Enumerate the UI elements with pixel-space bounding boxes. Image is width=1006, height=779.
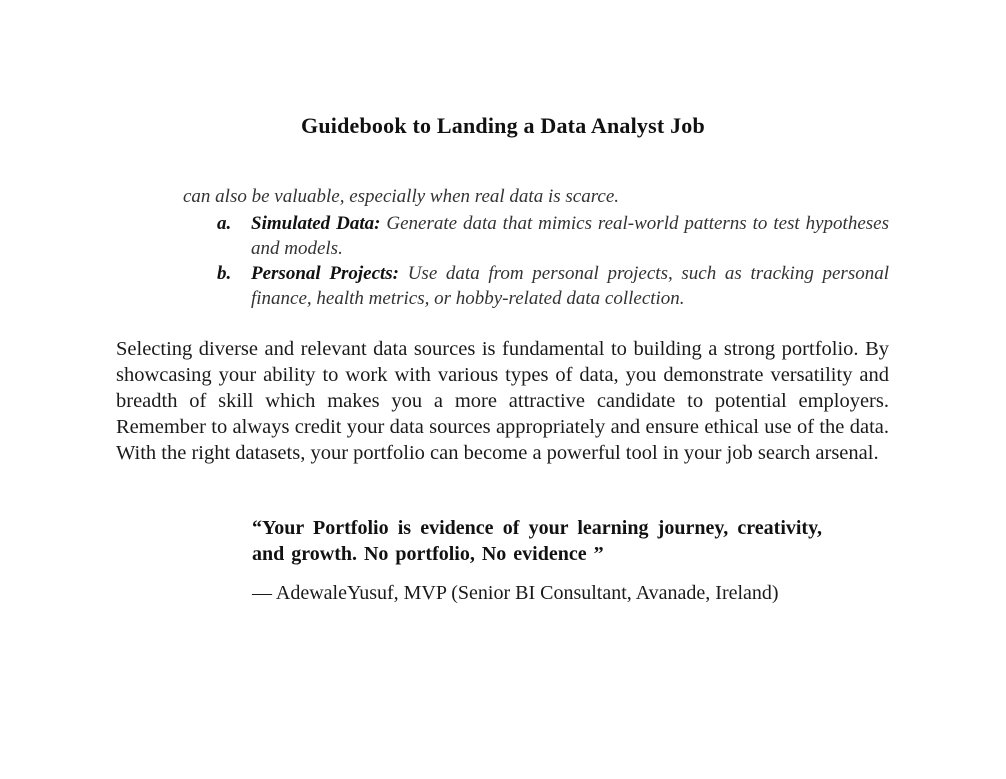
- quote-text: “Your Portfolio is evidence of your learning journey, creativity, and growth. No portfolio, No evidence ”: [252, 517, 822, 565]
- list-item: [217, 261, 889, 311]
- body-paragraph: Selecting diverse and relevant data sources is fundamental to building a strong portfolio. By showcasing your ability to work with various types of data, you demonstrate versatility and breadth of skill which makes you a more attractive candidate to potential employers. Remember to always credit your data sources appropriately and ensure ethical use of the data. With the right datasets, your portfolio can become a powerful tool in your job search arsenal.: [116, 338, 889, 464]
- list-marker: a.: [217, 213, 232, 234]
- list-marker: b.: [217, 263, 232, 284]
- page-title: Guidebook to Landing a Data Analyst Job: [301, 113, 705, 138]
- continuation-text: can also be valuable, especially when real data is scarce.: [183, 186, 620, 207]
- list-text: Generate data that mimics real-world patterns to test hypotheses and models.: [251, 213, 889, 259]
- quote-attribution: — AdewaleYusuf, MVP (Senior BI Consultant, Avanade, Ireland): [252, 582, 779, 604]
- list-text: Use data from personal projects, such as tracking personal finance, health metrics, or hobby-related data collection.: [251, 263, 890, 309]
- list-term: Simulated Data:: [251, 213, 381, 234]
- data-source-list: [217, 211, 889, 311]
- list-item: [217, 211, 889, 261]
- list-term: Personal Projects:: [251, 263, 400, 284]
